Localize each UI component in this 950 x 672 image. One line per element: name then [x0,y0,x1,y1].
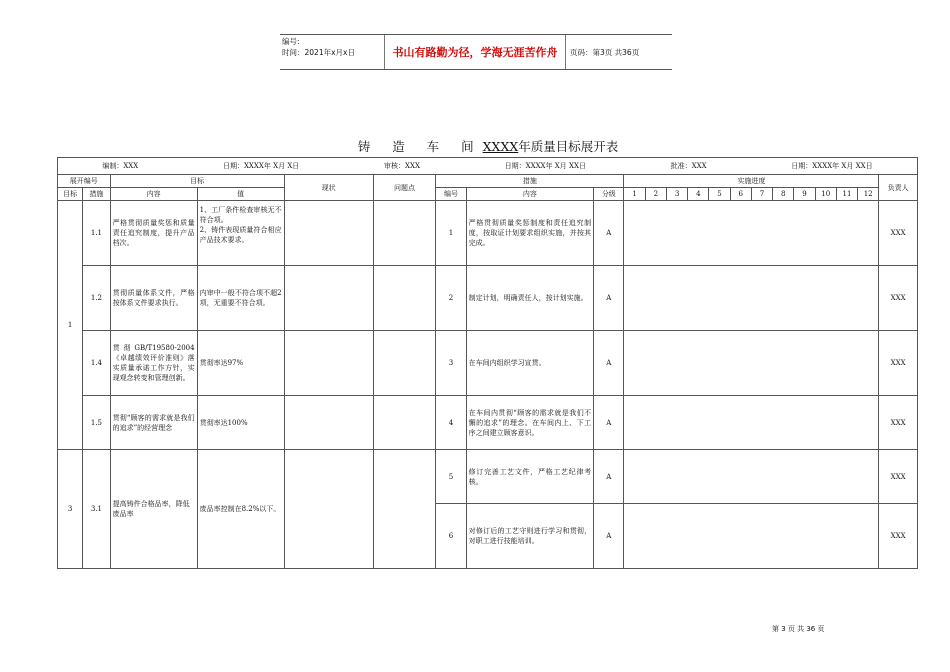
col-serial: 编号 [436,188,466,201]
progress-cell [624,331,879,396]
grade-cell: A [594,266,624,331]
number-label: 编号: [282,37,300,46]
owner-cell: XXX [879,201,918,266]
page-header [280,34,672,70]
title-year: XXXX [482,139,519,154]
col-deploy-no: 展开编号 [58,175,111,188]
review-date: 日期：XXXX年 X月 XX日 [504,162,586,170]
goal-deployment-table [57,157,918,569]
serial-cell: 4 [436,396,466,450]
month-3: 3 [666,188,687,201]
goal-no-cell: 1 [58,201,83,450]
goal-no-cell: 3 [58,450,83,569]
grade-cell: A [594,504,624,569]
goal-value-cell: 废品率控制在8.2%以下。 [197,450,284,569]
owner-cell: XXX [879,450,918,504]
approve-by: 批准：XXX [670,162,707,170]
month-4: 4 [688,188,709,201]
measure-content-cell: 在车间内组织学习宣贯。 [466,331,593,396]
measure-no-cell: 1.2 [83,266,110,331]
progress-cell [624,450,879,504]
serial-cell: 2 [436,266,466,331]
progress-cell [624,504,879,569]
month-6: 6 [730,188,751,201]
col-status: 现状 [284,175,373,201]
compile-by: 编制：XXX [102,162,139,170]
problem-cell [373,201,436,266]
problem-cell [373,266,436,331]
page-label: 页码：第3页 共36页 [570,47,640,57]
table-row [58,396,918,450]
status-cell [284,266,373,331]
measure-content-cell: 修订完善工艺文件，严格工艺纪律考核。 [466,450,593,504]
compile-date: 日期：XXXX年 X月 X日 [222,162,300,170]
measure-content-cell: 在车间内贯彻“顾客的需求就是我们不懈的追求”的理念。在车间内上、下工序之间建立顾客意识。 [466,396,593,450]
measure-content-cell: 制定计划，明确责任人，按计划实施。 [466,266,593,331]
col-measure: 措施 [436,175,624,188]
goal-value-cell: 贯彻率达100% [197,396,284,450]
month-8: 8 [773,188,794,201]
owner-cell: XXX [879,396,918,450]
measure-content-cell: 严格贯彻质量奖惩制度和责任追究制度，按取证计划要求组织实施，并按其完成。 [466,201,593,266]
grade-cell: A [594,450,624,504]
goal-content-cell: 贯彻GB/T19580-2004《卓越绩效评价准则》落实质量承诺工作方针，实现观念转变和管理创新。 [110,331,197,396]
page-footer: 第 3 页 共 36 页 [772,625,825,633]
col-measure-content: 内容 [466,188,593,201]
month-9: 9 [794,188,815,201]
problem-cell [373,450,436,569]
header-left [280,35,384,69]
col-content: 内容 [110,188,197,201]
progress-cell [624,201,879,266]
time-label: 时间：2021年x月x日 [282,48,355,57]
month-5: 5 [709,188,730,201]
goal-content-cell: 严格贯彻质量奖惩和质量责任追究制度，提升产品档次。 [110,201,197,266]
problem-cell [373,331,436,396]
progress-cell [624,266,879,331]
goal-content-cell: 贯彻“顾客的需求就是我们的追求”的经营理念 [110,396,197,450]
owner-cell: XXX [879,504,918,569]
approve-date: 日期：XXXX年 X月 XX日 [791,162,873,170]
col-grade: 分级 [594,188,624,201]
problem-cell [373,396,436,450]
serial-cell: 3 [436,331,466,396]
status-cell [284,396,373,450]
grade-cell: A [594,331,624,396]
goal-content-cell: 贯彻质量体系文件，严格按体系文件要求执行。 [110,266,197,331]
table-row [58,450,918,504]
serial-cell: 1 [436,201,466,266]
month-2: 2 [645,188,666,201]
page-title [58,137,918,155]
month-1: 1 [624,188,645,201]
motto: 书山有路勤为径，学海无涯苦作舟 [384,35,566,69]
month-12: 12 [858,188,879,201]
goal-value-cell: 内审中一般不符合项不超2项，无重要不符合项。 [197,266,284,331]
goal-value-cell: 贯彻率达97% [197,331,284,396]
grade-cell: A [594,396,624,450]
month-7: 7 [751,188,772,201]
col-value: 值 [197,188,284,201]
goal-content-cell: 提高铸件合格品率，降低废品率 [110,450,197,569]
status-cell [284,450,373,569]
status-cell [284,331,373,396]
owner-cell: XXX [879,331,918,396]
table-row [58,266,918,331]
meta-row [58,158,918,175]
col-problem: 问题点 [373,175,436,201]
measure-content-cell: 对修订后的工艺守则进行学习和贯彻，对职工进行技能培训。 [466,504,593,569]
measure-no-cell: 3.1 [83,450,110,569]
progress-cell [624,396,879,450]
table-row [58,201,918,266]
title-workshop: 铸 造 车 间 [357,139,483,154]
col-progress: 实施进度 [624,175,879,188]
month-10: 10 [815,188,836,201]
review-by: 审核：XXX [383,162,420,170]
month-11: 11 [836,188,857,201]
table-row [58,331,918,396]
grade-cell: A [594,201,624,266]
measure-no-cell: 1.5 [83,396,110,450]
measure-no-cell: 1.1 [83,201,110,266]
col-goal-no: 目标 [58,188,83,201]
owner-cell: XXX [879,266,918,331]
serial-cell: 6 [436,504,466,569]
col-goal: 目标 [110,175,284,188]
col-measure-no: 措施 [83,188,110,201]
serial-cell: 5 [436,450,466,504]
goal-value-cell: 1、工厂条件检查审核无不符合项。 2、铸件表现质量符合相应产品技术要求。 [197,201,284,266]
measure-no-cell: 1.4 [83,331,110,396]
status-cell [284,201,373,266]
col-owner: 负责人 [879,175,918,201]
title-rest: 年质量目标展开表 [518,139,619,154]
